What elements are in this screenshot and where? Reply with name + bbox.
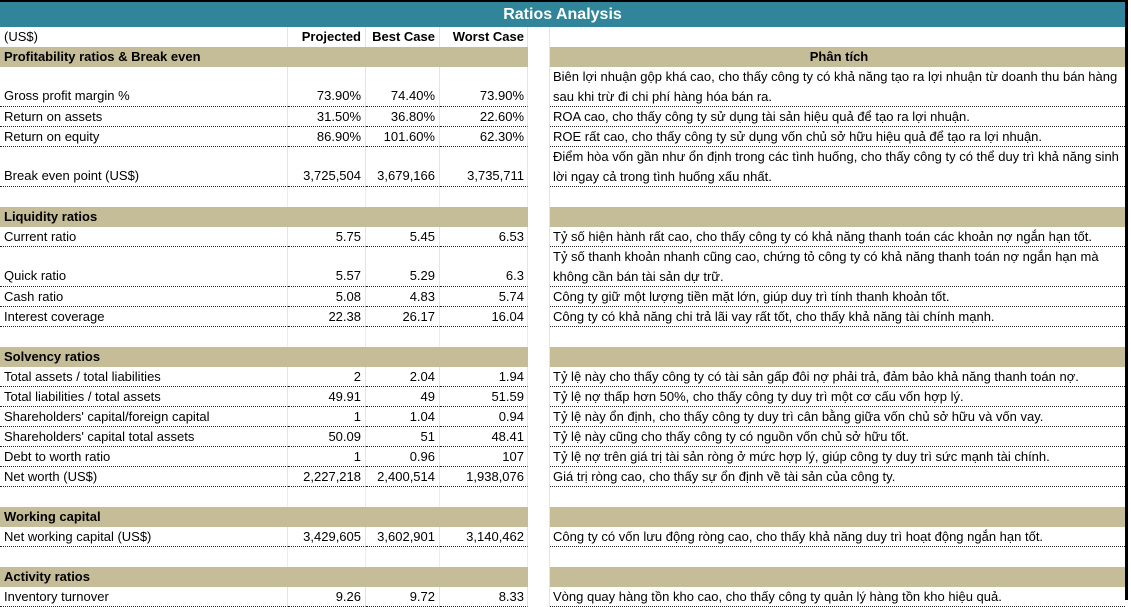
blank-cell[interactable] — [0, 187, 288, 207]
section-header-activity — [0, 567, 1125, 587]
value-best[interactable]: 101.60% — [366, 127, 440, 147]
value-projected[interactable]: 3,429,605 — [288, 527, 366, 547]
gap-cell[interactable] — [528, 27, 550, 47]
section-title[interactable]: Activity ratios — [0, 567, 528, 587]
gap-cell[interactable] — [528, 287, 550, 307]
blank-cell[interactable] — [288, 187, 366, 207]
value-worst[interactable]: 107 — [440, 447, 528, 467]
col-header-worst[interactable]: Worst Case — [440, 27, 528, 47]
gap-cell[interactable] — [528, 447, 550, 467]
gap-cell[interactable] — [528, 487, 550, 507]
table-row — [0, 407, 1125, 427]
blank-cell[interactable] — [440, 487, 528, 507]
table-row — [0, 307, 1125, 327]
row-label[interactable]: Shareholders' capital total assets — [0, 427, 288, 447]
value-best[interactable]: 3,602,901 — [366, 527, 440, 547]
table-row — [0, 527, 1125, 547]
gap-cell[interactable] — [528, 547, 550, 567]
row-label[interactable]: Current ratio — [0, 227, 288, 247]
value-best[interactable]: 49 — [366, 387, 440, 407]
analysis-text[interactable]: Tỷ lệ này cũng cho thấy công ty có nguồn vốn chủ sở hữu tốt. — [550, 427, 1125, 447]
gap-cell[interactable] — [528, 227, 550, 247]
value-projected[interactable]: 5.75 — [288, 227, 366, 247]
table-row — [0, 67, 1125, 107]
analysis-text[interactable]: Công ty có vốn lưu động ròng cao, cho thấy khả năng duy trì hoạt động ngắn hạn tốt. — [550, 527, 1125, 547]
section-header-solvency — [0, 347, 1125, 367]
blank-cell[interactable] — [366, 187, 440, 207]
value-worst[interactable]: 51.59 — [440, 387, 528, 407]
value-best[interactable]: 0.96 — [366, 447, 440, 467]
analysis-text[interactable]: Tỷ lệ này cho thấy công ty có tài sản gấp đôi nợ phải trả, đảm bảo khả năng thanh toán nợ. — [550, 367, 1125, 387]
value-best[interactable]: 5.29 — [366, 247, 440, 287]
table-row — [0, 587, 1125, 607]
gap-cell[interactable] — [528, 147, 550, 187]
table-row — [0, 107, 1125, 127]
gap-cell[interactable] — [528, 127, 550, 147]
value-best[interactable]: 3,679,166 — [366, 147, 440, 187]
row-label[interactable]: Net worth (US$) — [0, 467, 288, 487]
ratio-grid — [0, 27, 1125, 607]
value-projected[interactable]: 86.90% — [288, 127, 366, 147]
section-title[interactable]: Liquidity ratios — [0, 207, 528, 227]
analysis-text[interactable]: ROA cao, cho thấy công ty sử dụng tài sản hiệu quả để tạo ra lợi nhuận. — [550, 107, 1125, 127]
blank-cell[interactable] — [366, 547, 440, 567]
value-projected[interactable]: 2,227,218 — [288, 467, 366, 487]
table-row — [0, 227, 1125, 247]
value-worst[interactable]: 1,938,076 — [440, 467, 528, 487]
gap-cell[interactable] — [528, 527, 550, 547]
value-projected[interactable]: 9.26 — [288, 587, 366, 607]
analysis-text[interactable]: Tỷ lệ này ổn định, cho thấy công ty duy trì cân bằng giữa vốn chủ sở hữu và vốn vay. — [550, 407, 1125, 427]
analysis-text[interactable]: Tỷ lệ nợ thấp hơn 50%, cho thấy công ty duy trì một cơ cấu vốn hợp lý. — [550, 387, 1125, 407]
gap-cell[interactable] — [528, 247, 550, 287]
value-projected[interactable]: 22.38 — [288, 307, 366, 327]
gap-cell[interactable] — [528, 407, 550, 427]
blank-cell[interactable] — [288, 327, 366, 347]
value-worst[interactable]: 3,140,462 — [440, 527, 528, 547]
table-row — [0, 467, 1125, 487]
value-worst[interactable]: 8.33 — [440, 587, 528, 607]
gap-cell[interactable] — [528, 307, 550, 327]
value-projected[interactable]: 73.90% — [288, 67, 366, 107]
value-best[interactable]: 4.83 — [366, 287, 440, 307]
value-worst[interactable]: 0.94 — [440, 407, 528, 427]
value-projected[interactable]: 1 — [288, 447, 366, 467]
analysis-text[interactable]: Tỷ lệ nợ trên giá trị tài sản ròng ở mức hợp lý, giúp công ty duy trì sức mạnh tài chính. — [550, 447, 1125, 467]
blank-cell[interactable] — [0, 547, 288, 567]
row-label[interactable]: Net working capital (US$) — [0, 527, 288, 547]
value-best[interactable]: 36.80% — [366, 107, 440, 127]
col-header-projected[interactable]: Projected — [288, 27, 366, 47]
gap-cell[interactable] — [528, 207, 550, 227]
row-label[interactable]: Debt to worth ratio — [0, 447, 288, 467]
blank-cell[interactable] — [550, 187, 1125, 207]
gap-cell[interactable] — [528, 67, 550, 107]
value-worst[interactable]: 3,735,711 — [440, 147, 528, 187]
section-band[interactable] — [550, 347, 1125, 367]
blank-row — [0, 327, 1125, 347]
value-projected[interactable]: 1 — [288, 407, 366, 427]
gap-cell[interactable] — [528, 387, 550, 407]
blank-row — [0, 487, 1125, 507]
blank-cell[interactable] — [550, 547, 1125, 567]
analysis-text[interactable]: Giá trị ròng cao, cho thấy sự ổn định về tài sản của công ty. — [550, 467, 1125, 487]
row-label[interactable]: Cash ratio — [0, 287, 288, 307]
value-projected[interactable]: 50.09 — [288, 427, 366, 447]
analysis-text[interactable]: Tỷ số hiện hành rất cao, cho thấy công ty có khả năng thanh toán các khoản nợ ngắn hạn tốt. — [550, 227, 1125, 247]
analysis-header[interactable]: Phân tích — [550, 47, 1125, 67]
section-title[interactable]: Profitability ratios & Break even — [0, 47, 528, 67]
gap-cell[interactable] — [528, 347, 550, 367]
row-label[interactable]: Break even point (US$) — [0, 147, 288, 187]
value-projected[interactable]: 31.50% — [288, 107, 366, 127]
gap-cell[interactable] — [528, 567, 550, 587]
blank-cell[interactable] — [440, 327, 528, 347]
value-best[interactable]: 1.04 — [366, 407, 440, 427]
blank-row — [0, 187, 1125, 207]
gap-cell[interactable] — [528, 467, 550, 487]
blank-cell[interactable] — [440, 547, 528, 567]
table-row — [0, 387, 1125, 407]
section-title[interactable]: Working capital — [0, 507, 528, 527]
blank-cell[interactable] — [288, 547, 366, 567]
gap-cell[interactable] — [528, 47, 550, 67]
row-label[interactable]: Return on assets — [0, 107, 288, 127]
value-best[interactable]: 74.40% — [366, 67, 440, 107]
row-label[interactable]: Interest coverage — [0, 307, 288, 327]
blank-row — [0, 547, 1125, 567]
value-worst[interactable]: 16.04 — [440, 307, 528, 327]
value-worst[interactable]: 6.3 — [440, 247, 528, 287]
gap-cell[interactable] — [528, 327, 550, 347]
table-row — [0, 247, 1125, 287]
section-header-working-capital — [0, 507, 1125, 527]
analysis-text[interactable]: ROE rất cao, cho thấy công ty sử dụng vốn chủ sở hữu hiệu quả để tạo ra lợi nhuận. — [550, 127, 1125, 147]
blank-cell[interactable] — [550, 27, 1125, 47]
section-header-liquidity — [0, 207, 1125, 227]
section-band[interactable] — [550, 567, 1125, 587]
blank-cell[interactable] — [440, 187, 528, 207]
gap-cell[interactable] — [528, 367, 550, 387]
value-worst[interactable]: 1.94 — [440, 367, 528, 387]
value-projected[interactable]: 49.91 — [288, 387, 366, 407]
value-projected[interactable]: 5.57 — [288, 247, 366, 287]
value-best[interactable]: 26.17 — [366, 307, 440, 327]
column-header-row — [0, 27, 1125, 47]
gap-cell[interactable] — [528, 187, 550, 207]
value-best[interactable]: 51 — [366, 427, 440, 447]
section-title[interactable]: Solvency ratios — [0, 347, 528, 367]
section-header-profitability — [0, 47, 1125, 67]
gap-cell[interactable] — [528, 107, 550, 127]
analysis-text[interactable]: Vòng quay hàng tồn kho cao, cho thấy công ty quản lý hàng tồn kho hiệu quả. — [550, 587, 1125, 607]
analysis-text[interactable]: Công ty giữ một lượng tiền mặt lớn, giúp duy trì tính thanh khoản tốt. — [550, 287, 1125, 307]
row-label[interactable]: Quick ratio — [0, 247, 288, 287]
blank-cell[interactable] — [366, 327, 440, 347]
row-label[interactable]: Shareholders' capital/foreign capital — [0, 407, 288, 427]
row-label[interactable]: Total assets / total liabilities — [0, 367, 288, 387]
section-band[interactable] — [550, 207, 1125, 227]
value-projected[interactable]: 5.08 — [288, 287, 366, 307]
section-band[interactable] — [550, 507, 1125, 527]
value-projected[interactable]: 3,725,504 — [288, 147, 366, 187]
col-header-best[interactable]: Best Case — [366, 27, 440, 47]
table-row — [0, 427, 1125, 447]
blank-cell[interactable] — [288, 487, 366, 507]
gap-cell[interactable] — [528, 587, 550, 607]
value-best[interactable]: 2.04 — [366, 367, 440, 387]
table-row — [0, 127, 1125, 147]
row-label[interactable]: Gross profit margin % — [0, 67, 288, 107]
value-best[interactable]: 2,400,514 — [366, 467, 440, 487]
gap-cell[interactable] — [528, 427, 550, 447]
row-label[interactable]: Inventory turnover — [0, 587, 288, 607]
gap-cell[interactable] — [528, 507, 550, 527]
sheet-title[interactable]: Ratios Analysis — [0, 2, 1125, 27]
value-worst[interactable]: 22.60% — [440, 107, 528, 127]
analysis-text[interactable]: Biên lợi nhuận gộp khá cao, cho thấy công ty có khả năng tạo ra lợi nhuận từ doanh thu bán hàng sau khi trừ đi chi phí hàng hóa bán ra. — [550, 67, 1125, 107]
value-worst[interactable]: 62.30% — [440, 127, 528, 147]
analysis-text[interactable]: Điểm hòa vốn gần như ổn định trong các tình huống, cho thấy công ty có thể duy trì khả năng sinh lời ngay cả trong tình huống xấu nhất. — [550, 147, 1125, 187]
blank-cell[interactable] — [550, 327, 1125, 347]
blank-cell[interactable] — [550, 487, 1125, 507]
blank-cell[interactable] — [366, 487, 440, 507]
analysis-text[interactable]: Tỷ số thanh khoản nhanh cũng cao, chứng tỏ công ty có khả năng thanh toán nợ ngắn hạn mà không cần bán tài sản dự trữ. — [550, 247, 1125, 287]
value-worst[interactable]: 5.74 — [440, 287, 528, 307]
value-worst[interactable]: 48.41 — [440, 427, 528, 447]
value-worst[interactable]: 6.53 — [440, 227, 528, 247]
table-row — [0, 367, 1125, 387]
table-row — [0, 287, 1125, 307]
blank-cell[interactable] — [0, 487, 288, 507]
row-label[interactable]: Return on equity — [0, 127, 288, 147]
blank-cell[interactable] — [0, 327, 288, 347]
value-projected[interactable]: 2 — [288, 367, 366, 387]
table-row — [0, 447, 1125, 467]
value-best[interactable]: 5.45 — [366, 227, 440, 247]
analysis-text[interactable]: Công ty có khả năng chi trả lãi vay rất tốt, cho thấy khả năng tài chính mạnh. — [550, 307, 1125, 327]
unit-label[interactable]: (US$) — [0, 27, 288, 47]
value-best[interactable]: 9.72 — [366, 587, 440, 607]
table-row — [0, 147, 1125, 187]
row-label[interactable]: Total liabilities / total assets — [0, 387, 288, 407]
value-worst[interactable]: 73.90% — [440, 67, 528, 107]
